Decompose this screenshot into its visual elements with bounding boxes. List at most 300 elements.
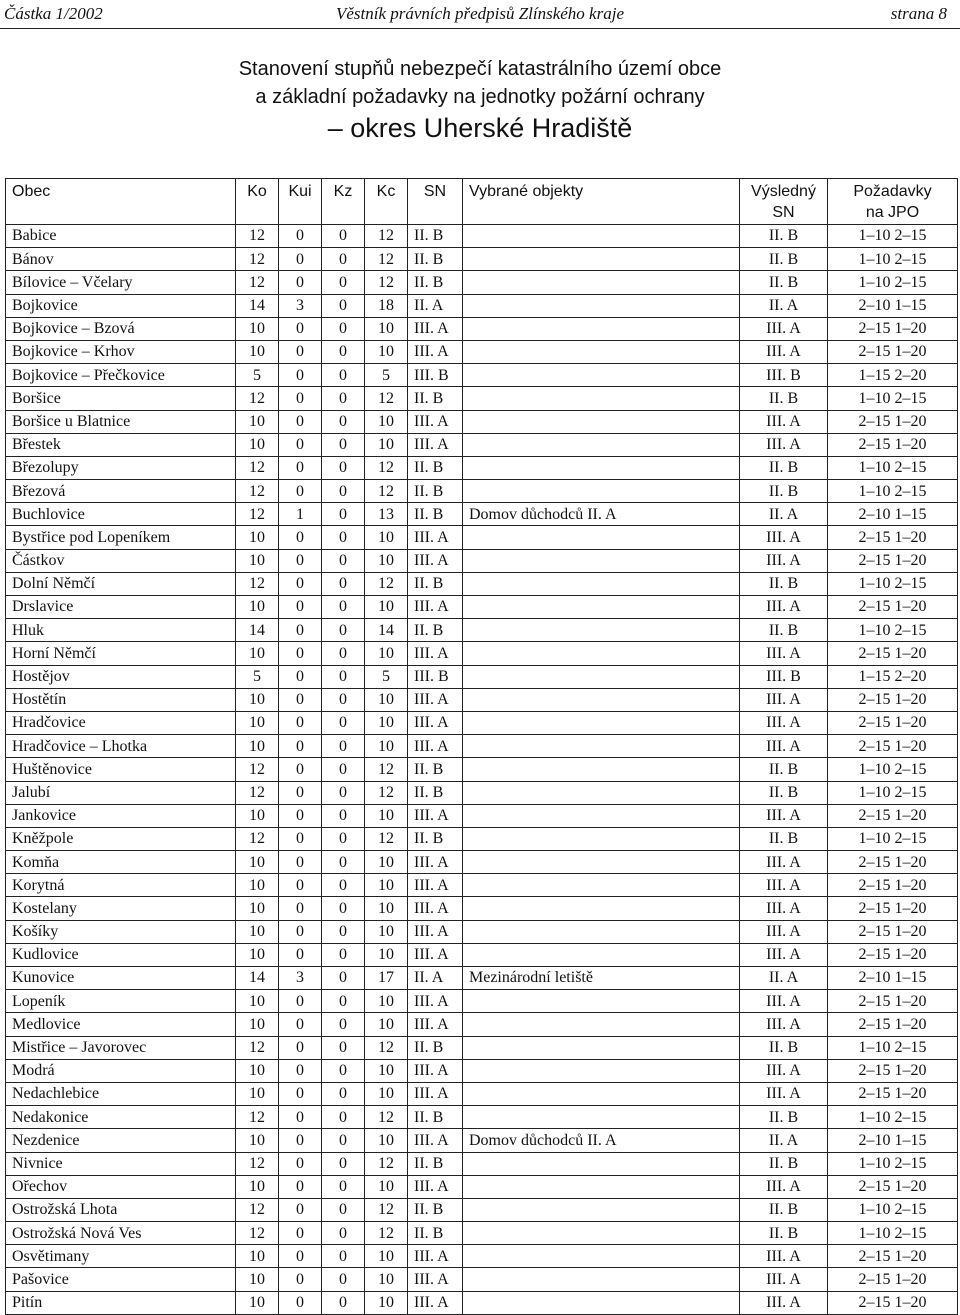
table-row [6,387,958,410]
cell-pozadavky: 1–10 2–15 [828,271,958,294]
cell-ko: 10 [236,549,279,572]
cell-kc: 10 [365,317,408,340]
cell-kui: 0 [279,549,322,572]
table-row [6,1245,958,1268]
cell-ko: 10 [236,920,279,943]
table-row [6,1268,958,1291]
cell-kc: 10 [365,990,408,1013]
cell-obec: Kostelany [6,897,236,920]
cell-ko: 12 [236,248,279,271]
cell-vysledny-sn: II. A [740,503,828,526]
cell-pozadavky: 2–15 1–20 [828,410,958,433]
cell-kz: 0 [322,1268,365,1291]
cell-pozadavky: 1–10 2–15 [828,1152,958,1175]
cell-obec: Bojkovice – Přečkovice [6,364,236,387]
cell-kz: 0 [322,1013,365,1036]
cell-vysledny-sn: II. B [740,1152,828,1175]
cell-kc: 10 [365,735,408,758]
cell-pozadavky: 1–10 2–15 [828,758,958,781]
cell-kz: 0 [322,1222,365,1245]
cell-vysledny-sn: II. B [740,248,828,271]
cell-kc: 10 [365,804,408,827]
cell-sn: III. A [408,433,463,456]
cell-kc: 10 [365,711,408,734]
cell-pozadavky: 2–15 1–20 [828,688,958,711]
cell-kc: 12 [365,1106,408,1129]
cell-objekty [463,1245,740,1268]
cell-kui: 0 [279,340,322,363]
cell-kui: 0 [279,827,322,850]
cell-kz: 0 [322,943,365,966]
cell-sn: II. B [408,1198,463,1221]
cell-pozadavky: 1–10 2–15 [828,1222,958,1245]
cell-kc: 10 [365,1129,408,1152]
cell-sn: III. A [408,1082,463,1105]
table-row [6,1291,958,1314]
cell-ko: 12 [236,1036,279,1059]
cell-ko: 10 [236,1059,279,1082]
cell-pozadavky: 2–15 1–20 [828,549,958,572]
cell-kui: 0 [279,1268,322,1291]
cell-vysledny-sn: III. A [740,317,828,340]
cell-pozadavky: 2–15 1–20 [828,642,958,665]
cell-pozadavky: 1–10 2–15 [828,225,958,248]
cell-objekty [463,1036,740,1059]
cell-ko: 10 [236,1129,279,1152]
cell-kz: 0 [322,874,365,897]
cell-vysledny-sn: II. B [740,480,828,503]
table-row [6,549,958,572]
cell-kui: 0 [279,874,322,897]
cell-kc: 12 [365,781,408,804]
cell-kz: 0 [322,1082,365,1105]
cell-kc: 12 [365,1036,408,1059]
cell-obec: Nedachlebice [6,1082,236,1105]
cell-sn: II. B [408,456,463,479]
cell-kz: 0 [322,781,365,804]
cell-objekty [463,781,740,804]
cell-kc: 10 [365,1245,408,1268]
cell-obec: Komňa [6,851,236,874]
table-row [6,758,958,781]
cell-vysledny-sn: III. A [740,1268,828,1291]
table-row [6,943,958,966]
header-journal-title: Věstník právních předpisů Zlínského kraje [335,4,624,23]
cell-obec: Boršice [6,387,236,410]
cell-ko: 12 [236,1106,279,1129]
table-row [6,456,958,479]
table-row [6,897,958,920]
table-row [6,364,958,387]
cell-pozadavky: 2–15 1–20 [828,943,958,966]
cell-vysledny-sn: III. A [740,920,828,943]
cell-pozadavky: 2–10 1–15 [828,967,958,990]
cell-kui: 0 [279,688,322,711]
cell-pozadavky: 1–10 2–15 [828,827,958,850]
cell-vysledny-sn: III. A [740,688,828,711]
cell-ko: 10 [236,688,279,711]
cell-kui: 0 [279,943,322,966]
cell-vysledny-sn: III. A [740,851,828,874]
cell-ko: 12 [236,387,279,410]
cell-objekty [463,874,740,897]
cell-kui: 0 [279,1013,322,1036]
cell-kz: 0 [322,1175,365,1198]
cell-objekty [463,596,740,619]
cell-kui: 0 [279,317,322,340]
cell-kz: 0 [322,1129,365,1152]
cell-obec: Mistřice – Javorovec [6,1036,236,1059]
cell-kui: 0 [279,248,322,271]
cell-objekty [463,549,740,572]
cell-kz: 0 [322,387,365,410]
cell-obec: Huštěnovice [6,758,236,781]
table-header-row [6,179,958,225]
cell-obec: Hostějov [6,665,236,688]
cell-kz: 0 [322,967,365,990]
cell-pozadavky: 2–15 1–20 [828,851,958,874]
cell-pozadavky: 2–15 1–20 [828,596,958,619]
cell-obec: Boršice u Blatnice [6,410,236,433]
cell-pozadavky: 2–15 1–20 [828,711,958,734]
cell-pozadavky: 2–15 1–20 [828,1175,958,1198]
cell-objekty [463,711,740,734]
cell-kui: 0 [279,225,322,248]
cell-kc: 10 [365,596,408,619]
table-row [6,735,958,758]
cell-vysledny-sn: II. A [740,294,828,317]
table-row [6,990,958,1013]
cell-kz: 0 [322,526,365,549]
cell-kz: 0 [322,364,365,387]
cell-vysledny-sn: III. A [740,1082,828,1105]
cell-vysledny-sn: III. A [740,549,828,572]
cell-kc: 10 [365,688,408,711]
table-row [6,781,958,804]
cell-kz: 0 [322,572,365,595]
cell-objekty [463,572,740,595]
cell-ko: 10 [236,1291,279,1314]
cell-pozadavky: 1–10 2–15 [828,1036,958,1059]
cell-vysledny-sn: II. B [740,1222,828,1245]
cell-kui: 0 [279,480,322,503]
cell-kc: 10 [365,1175,408,1198]
cell-ko: 14 [236,967,279,990]
col-vysledny-sn: Výsledný SN [740,179,828,225]
cell-pozadavky: 2–15 1–20 [828,1082,958,1105]
cell-sn: III. B [408,665,463,688]
cell-sn: II. B [408,1152,463,1175]
cell-ko: 12 [236,1198,279,1221]
cell-pozadavky: 1–10 2–15 [828,248,958,271]
cell-pozadavky: 1–15 2–20 [828,364,958,387]
cell-obec: Horní Němčí [6,642,236,665]
cell-sn: II. A [408,294,463,317]
cell-kc: 10 [365,874,408,897]
cell-ko: 10 [236,1082,279,1105]
cell-vysledny-sn: III. A [740,410,828,433]
cell-ko: 10 [236,804,279,827]
cell-vysledny-sn: II. B [740,1198,828,1221]
cell-kui: 0 [279,781,322,804]
cell-kc: 10 [365,1013,408,1036]
cell-ko: 12 [236,271,279,294]
cell-sn: III. A [408,526,463,549]
cell-kz: 0 [322,827,365,850]
table-row [6,410,958,433]
cell-kz: 0 [322,456,365,479]
cell-obec: Ostrožská Nová Ves [6,1222,236,1245]
cell-sn: III. A [408,804,463,827]
cell-sn: II. B [408,1036,463,1059]
cell-kui: 0 [279,897,322,920]
cell-vysledny-sn: III. A [740,1291,828,1314]
cell-pozadavky: 1–10 2–15 [828,1106,958,1129]
cell-pozadavky: 2–15 1–20 [828,1245,958,1268]
cell-sn: II. B [408,503,463,526]
cell-pozadavky: 1–10 2–15 [828,456,958,479]
cell-sn: II. B [408,827,463,850]
table-row [6,1059,958,1082]
cell-pozadavky: 2–15 1–20 [828,1268,958,1291]
cell-pozadavky: 1–10 2–15 [828,480,958,503]
cell-objekty [463,480,740,503]
table-row [6,1175,958,1198]
cell-ko: 10 [236,711,279,734]
cell-kui: 0 [279,364,322,387]
cell-kc: 12 [365,758,408,781]
cell-pozadavky: 2–15 1–20 [828,433,958,456]
table-row [6,920,958,943]
cell-kui: 0 [279,1059,322,1082]
cell-obec: Hradčovice [6,711,236,734]
cell-kz: 0 [322,480,365,503]
cell-kui: 0 [279,758,322,781]
table-row [6,503,958,526]
table-row [6,1082,958,1105]
cell-objekty [463,1013,740,1036]
cell-vysledny-sn: III. A [740,711,828,734]
cell-kz: 0 [322,317,365,340]
hazard-table [5,178,958,1315]
cell-obec: Hostětín [6,688,236,711]
cell-obec: Hradčovice – Lhotka [6,735,236,758]
cell-kui: 0 [279,642,322,665]
cell-obec: Lopeník [6,990,236,1013]
cell-obec: Pašovice [6,1268,236,1291]
cell-sn: III. A [408,920,463,943]
cell-objekty [463,688,740,711]
table-row [6,804,958,827]
title-line-2: a základní požadavky na jednotky požární ochrany [255,86,705,108]
cell-kc: 12 [365,572,408,595]
cell-kui: 0 [279,271,322,294]
cell-sn: III. A [408,711,463,734]
cell-kc: 10 [365,1059,408,1082]
cell-sn: II. B [408,1106,463,1129]
table-row [6,619,958,642]
cell-ko: 10 [236,410,279,433]
cell-ko: 12 [236,1222,279,1245]
cell-vysledny-sn: III. A [740,897,828,920]
cell-kz: 0 [322,758,365,781]
cell-sn: III. A [408,990,463,1013]
cell-objekty [463,410,740,433]
cell-ko: 10 [236,1175,279,1198]
table-row [6,1106,958,1129]
cell-vysledny-sn: II. B [740,271,828,294]
cell-kui: 0 [279,1129,322,1152]
cell-ko: 5 [236,364,279,387]
cell-objekty [463,387,740,410]
cell-vysledny-sn: III. A [740,1059,828,1082]
cell-pozadavky: 2–15 1–20 [828,317,958,340]
cell-sn: III. A [408,549,463,572]
table-row [6,967,958,990]
cell-sn: II. B [408,781,463,804]
cell-objekty [463,804,740,827]
cell-vysledny-sn: III. A [740,642,828,665]
cell-kui: 0 [279,920,322,943]
cell-ko: 10 [236,642,279,665]
title-line-1: Stanovení stupňů nebezpečí katastrálního území obce [238,58,722,80]
cell-objekty [463,897,740,920]
cell-objekty [463,456,740,479]
cell-sn: III. A [408,317,463,340]
cell-vysledny-sn: III. A [740,526,828,549]
cell-kz: 0 [322,1198,365,1221]
cell-kz: 0 [322,294,365,317]
cell-sn: III. A [408,851,463,874]
header-issue: Částka 1/2002 [4,4,103,23]
cell-kui: 0 [279,456,322,479]
table-row [6,317,958,340]
cell-obec: Hluk [6,619,236,642]
cell-objekty [463,1222,740,1245]
col-pozadavky: Požadavky na JPO [828,179,958,225]
cell-ko: 14 [236,619,279,642]
cell-kz: 0 [322,1245,365,1268]
cell-kui: 0 [279,804,322,827]
cell-objekty [463,294,740,317]
cell-obec: Drslavice [6,596,236,619]
cell-kz: 0 [322,990,365,1013]
cell-vysledny-sn: II. B [740,827,828,850]
cell-vysledny-sn: II. B [740,572,828,595]
cell-sn: II. B [408,271,463,294]
cell-pozadavky: 2–10 1–15 [828,294,958,317]
cell-kz: 0 [322,665,365,688]
cell-kui: 0 [279,990,322,1013]
cell-kc: 12 [365,827,408,850]
cell-ko: 10 [236,526,279,549]
cell-ko: 5 [236,665,279,688]
cell-pozadavky: 1–10 2–15 [828,781,958,804]
cell-ko: 12 [236,456,279,479]
cell-ko: 10 [236,1268,279,1291]
cell-vysledny-sn: II. B [740,1106,828,1129]
cell-sn: III. A [408,688,463,711]
title-line-3: – okres Uherské Hradiště [327,113,633,143]
table-row [6,433,958,456]
cell-kc: 12 [365,456,408,479]
cell-kc: 10 [365,340,408,363]
cell-kc: 12 [365,271,408,294]
cell-kui: 0 [279,665,322,688]
table-row [6,874,958,897]
cell-kc: 12 [365,387,408,410]
cell-obec: Březová [6,480,236,503]
col-kc: Kc [365,179,408,225]
cell-pozadavky: 1–15 2–20 [828,665,958,688]
cell-kui: 0 [279,1291,322,1314]
cell-kc: 5 [365,665,408,688]
col-sn: SN [408,179,463,225]
cell-vysledny-sn: II. B [740,387,828,410]
cell-vysledny-sn: III. B [740,665,828,688]
cell-pozadavky: 2–15 1–20 [828,874,958,897]
cell-sn: III. A [408,1268,463,1291]
cell-obec: Nivnice [6,1152,236,1175]
cell-obec: Kunovice [6,967,236,990]
cell-ko: 12 [236,1152,279,1175]
cell-obec: Částkov [6,549,236,572]
cell-kz: 0 [322,503,365,526]
cell-kc: 10 [365,433,408,456]
cell-obec: Ořechov [6,1175,236,1198]
cell-obec: Bojkovice – Krhov [6,340,236,363]
cell-ko: 10 [236,1245,279,1268]
cell-kc: 10 [365,851,408,874]
cell-kui: 0 [279,711,322,734]
cell-vysledny-sn: III. A [740,735,828,758]
cell-objekty: Mezinárodní letiště [463,967,740,990]
cell-kc: 12 [365,225,408,248]
cell-sn: II. B [408,572,463,595]
cell-sn: III. A [408,1291,463,1314]
cell-objekty [463,1152,740,1175]
table-row [6,572,958,595]
cell-kz: 0 [322,711,365,734]
cell-obec: Bystřice pod Lopeníkem [6,526,236,549]
cell-obec: Nedakonice [6,1106,236,1129]
cell-kz: 0 [322,549,365,572]
cell-pozadavky: 2–10 1–15 [828,503,958,526]
cell-sn: II. B [408,619,463,642]
cell-obec: Nezdenice [6,1129,236,1152]
cell-pozadavky: 2–15 1–20 [828,340,958,363]
cell-kc: 12 [365,480,408,503]
table-row [6,271,958,294]
cell-obec: Jalubí [6,781,236,804]
table-row [6,642,958,665]
cell-pozadavky: 2–15 1–20 [828,735,958,758]
cell-vysledny-sn: III. A [740,943,828,966]
cell-kz: 0 [322,897,365,920]
cell-ko: 12 [236,225,279,248]
cell-vysledny-sn: II. B [740,1036,828,1059]
cell-obec: Bojkovice – Bzová [6,317,236,340]
cell-vysledny-sn: III. B [740,364,828,387]
cell-kui: 0 [279,1106,322,1129]
cell-kui: 0 [279,1245,322,1268]
col-ko: Ko [236,179,279,225]
cell-ko: 10 [236,943,279,966]
cell-sn: II. B [408,758,463,781]
cell-obec: Kudlovice [6,943,236,966]
cell-objekty: Domov důchodců II. A [463,1129,740,1152]
cell-kz: 0 [322,225,365,248]
